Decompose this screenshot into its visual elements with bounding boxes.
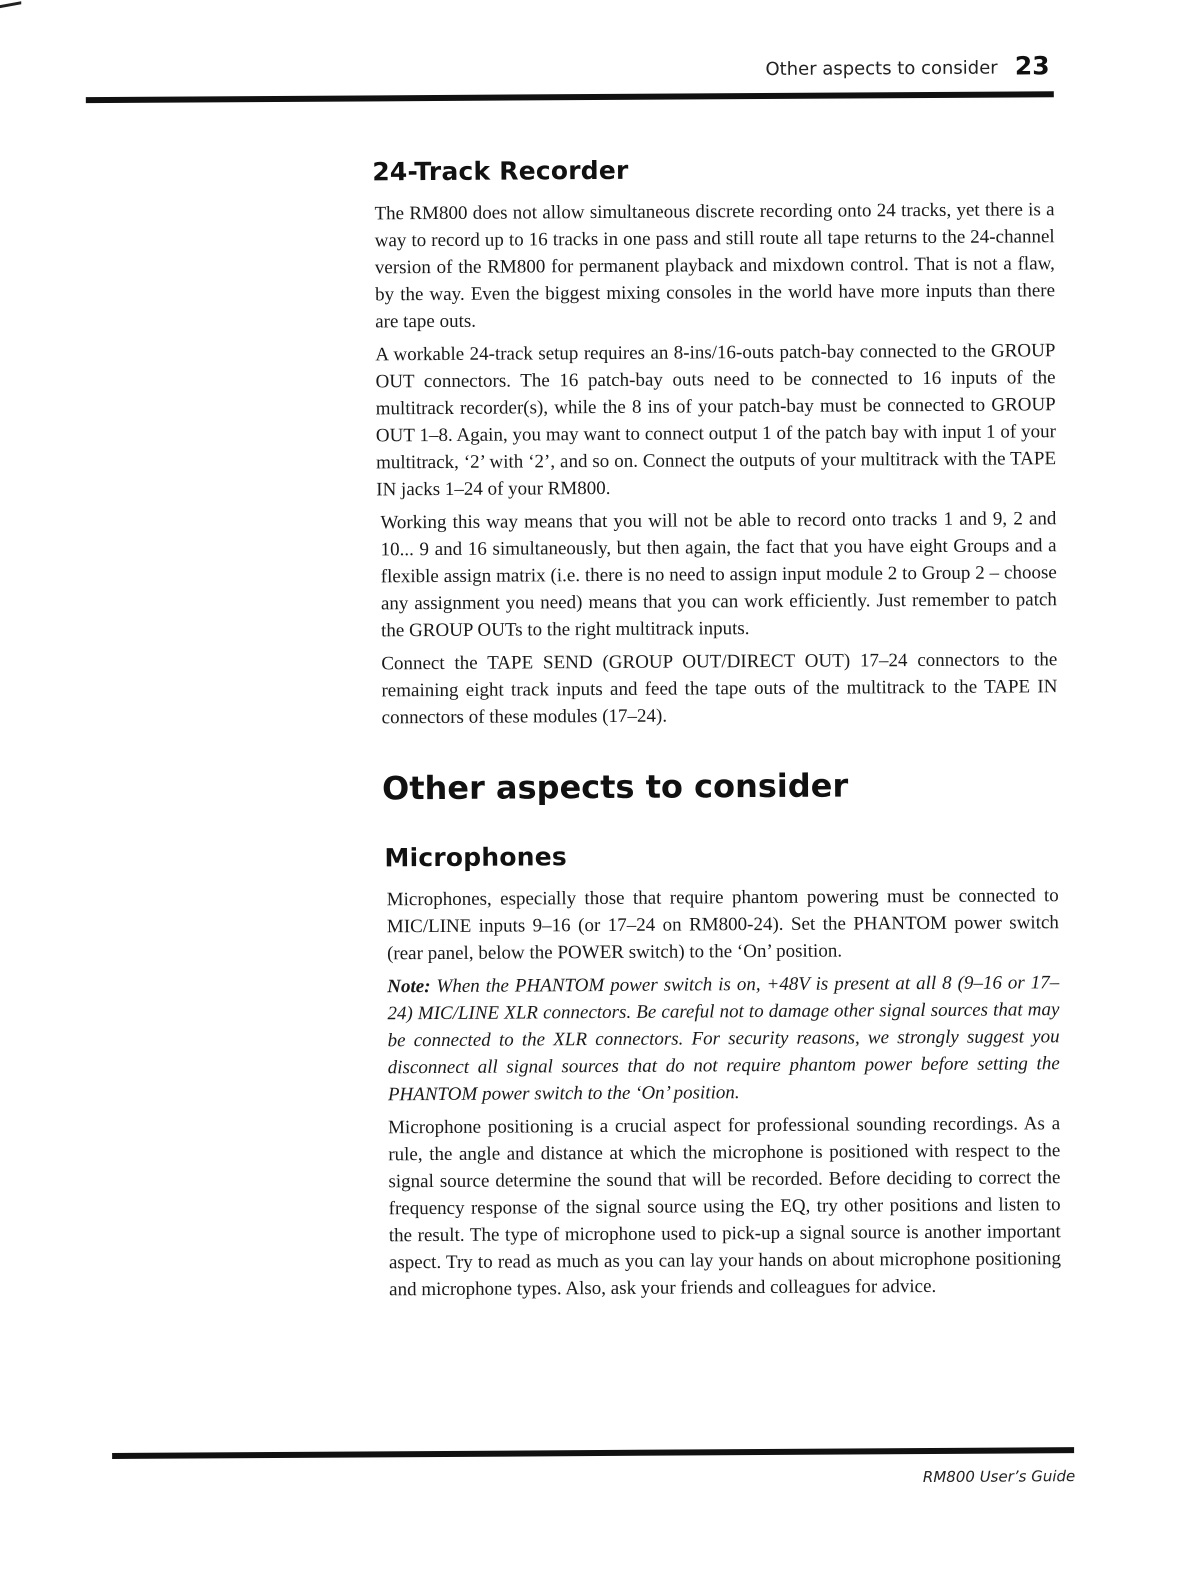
chapter-heading: Other aspects to consider <box>381 766 849 808</box>
page-number: 23 <box>1014 51 1050 81</box>
header-rule <box>86 91 1054 103</box>
section-heading-microphones: Microphones <box>384 842 568 873</box>
paragraph: The RM800 does not allow simultaneous discrete recording onto 24 tracks, yet there is a way to record up to 16 tracks in one pass and still route all tape returns to the 24-channel version of the RM800 for permanent playback and mixdown control. That is not a flaw, by the way. Even the biggest mixing consoles in the world have more inputs than there are tape outs. <box>374 199 1056 333</box>
running-header <box>736 49 1056 87</box>
main-content <box>372 153 1061 1309</box>
note-paragraph <box>387 969 1060 1108</box>
scan-corner-mark <box>0 1 21 23</box>
paragraph: Microphones, especially those that require phantom powering must be connected to MIC/LINE inputs 9–16 (or 17–24 on RM800-24). Set the PHANTOM power switch (rear panel, below the POWER switch) to the ‘On’ position. <box>386 885 1059 965</box>
footer-title: RM800 User’s Guide <box>922 1467 1076 1487</box>
section-heading-24-track-recorder: 24-Track Recorder <box>372 155 629 187</box>
note-label: Note: <box>387 976 431 998</box>
footer-rule <box>112 1447 1074 1459</box>
paragraph: Connect the TAPE SEND (GROUP OUT/DIRECT OUT) 17–24 connectors to the remaining eight track inputs and feed the tape outs of the multitrack to the TAPE IN connectors of these modules (17–24). <box>381 649 1058 729</box>
paragraph: Microphone positioning is a crucial aspect for professional sounding recordings. As a rule, the angle and distance at which the microphone is positioned with respect to the signal source determine the sound that will be recorded. Before deciding to correct the frequency response of the signal source using the EQ, try other positions and listen to the result. The type of microphone used to pick-up a signal source is another important aspect. Try to read as much as you can lay your hands on about microphone positioning and microphone types. Also, ask your friends and colleagues for advice. <box>388 1113 1061 1301</box>
header-title: Other aspects to consider <box>765 57 998 80</box>
paragraph: A workable 24-track setup requires an 8-ins/16-outs patch-bay connected to the GROUP OUT connectors. The 16 patch-bay outs need to be connected to 16 inputs of the multitrack recorder(s), while the 8 ins of your patch-bay must be connected to GROUP OUT 1–8. Again, you may want to connect output 1 of the patch bay with input 1 of your multitrack, ‘2’ with ‘2’, and so on. Connect the outputs of your multitrack with the TAPE IN jacks 1–24 of your RM800. <box>375 340 1057 501</box>
note-text: When the PHANTOM power switch is on, +48V is present at all 8 (9–16 or 17–24) MIC/LINE XLR connectors. Be careful not to damage other signal sources that may be connected to the XLR connectors. For security reasons, we strongly suggest you disconnect all signal sources that do not require phantom power before setting the PHANTOM power switch to the ‘On’ position. <box>387 972 1060 1106</box>
paragraph: Working this way means that you will not be able to record onto tracks 1 and 9, 2 and 10... 9 and 16 simultaneously, but then again, the fact that you have eight Groups and a flexible assign matrix (i.e. there is no need to assign input module 2 to Group 2 – choose any assignment you need) means that you can work efficiently. Just remember to patch the GROUP OUTs to the right multitrack inputs. <box>380 508 1057 642</box>
